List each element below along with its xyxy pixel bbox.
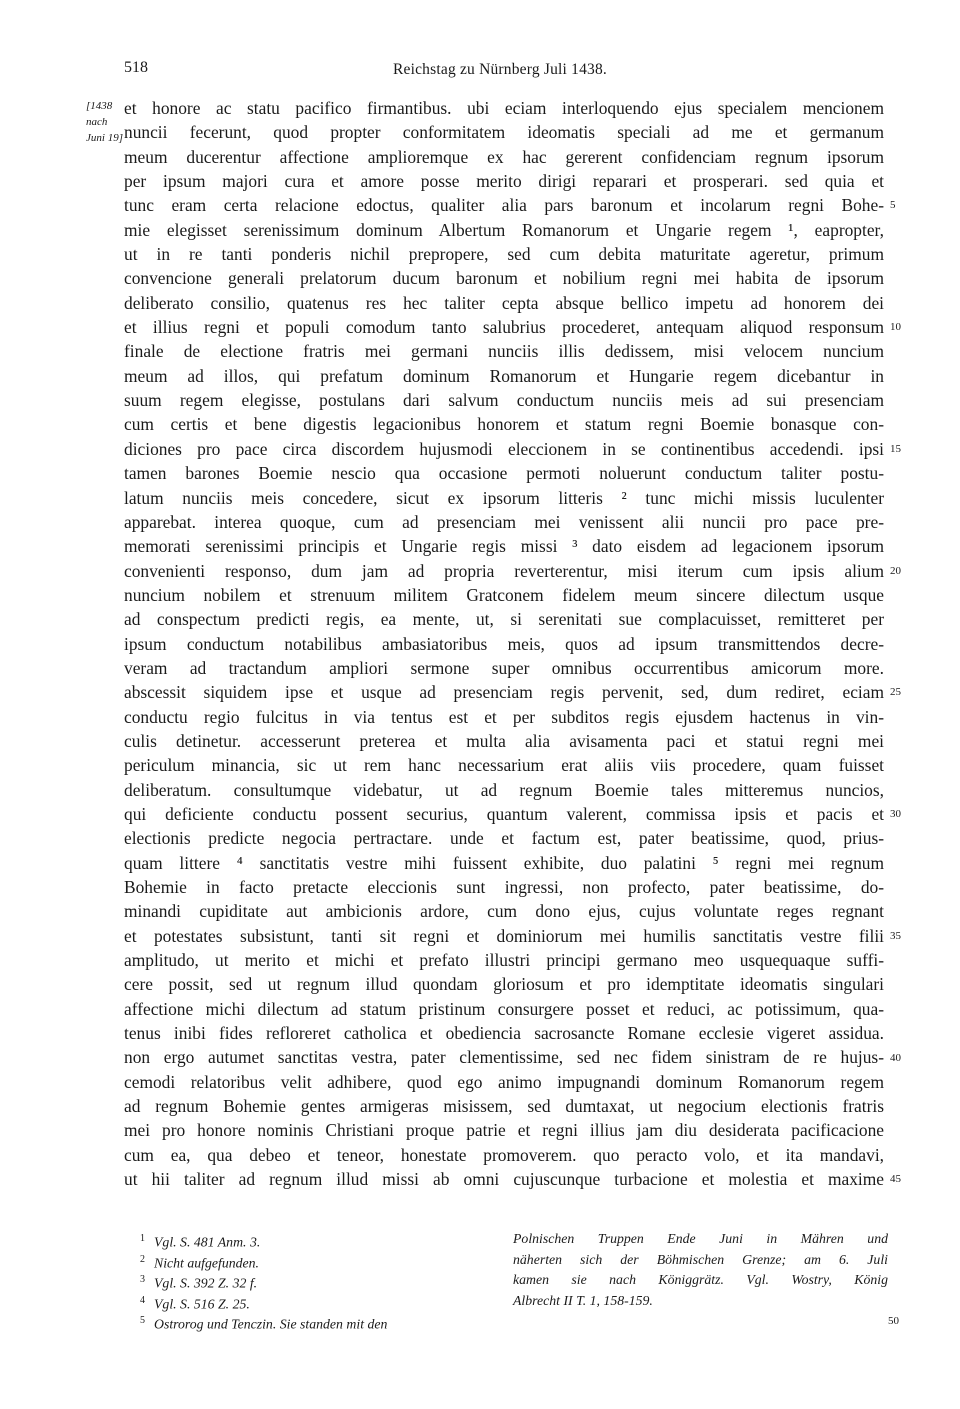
text-line: ut hii taliter ad regnum illud missi ab omni cujuscunque turbacione et molestia et maxime bbox=[124, 1169, 884, 1190]
text-line: ipsum conductum notabilibus ambasiatoribus meis, quos ad ipsum transmittendos decre- bbox=[124, 633, 884, 654]
line-number: 45 bbox=[890, 1173, 901, 1186]
text-line: deliberato consilio, quatenus res hec taliter cepta absque bellico impetu ad honorem dei bbox=[124, 292, 884, 313]
footnotes-right-column bbox=[513, 1229, 888, 1311]
footnote-marker: 3 bbox=[140, 1274, 145, 1285]
text-line: convenienti responso, dum jam ad propria reverterentur, misi iterum cum ipsis alium bbox=[124, 560, 884, 581]
text-line: latum nunciis meis concedere, sicut ex ipsorum litteris ² tunc michi missis luculenter bbox=[124, 487, 884, 508]
footnote-continuation-line: kamen sie nach Königgrätz. Vgl. Wostry, König bbox=[513, 1272, 888, 1287]
line-number: 10 bbox=[890, 321, 901, 334]
text-line: qui deficiente conductu possent securius, quantum valerent, commissa ipsis et pacis et bbox=[124, 803, 884, 824]
footnote-text: Ostrorog und Tenczin. Sie standen mit den bbox=[154, 1316, 388, 1332]
text-line: mie elegisset serenissimum dominum Albertum Romanorum et Ungarie regem ¹, eapropter, bbox=[124, 219, 884, 240]
margin-date-line: nach bbox=[86, 116, 108, 128]
text-line: quam littere ⁴ sanctitatis vestre mihi fuissent exhibite, duo palatini ⁵ regni mei regnum bbox=[124, 852, 884, 873]
text-line: culis detinetur. accesserunt preterea et multa alia avisamenta paci et statui regni mei bbox=[124, 730, 884, 751]
footnote-marker: 4 bbox=[140, 1294, 145, 1306]
line-number: 25 bbox=[890, 686, 901, 699]
text-line: cere possit, sed ut regnum illud quondam gloriosum et pro idemptitate ideomatis singulari bbox=[124, 974, 884, 995]
text-line: diciones pro pace circa discordem hujusmodi eleccionem in se continentibus accedendi. ipsi bbox=[124, 438, 884, 459]
text-line: convencione generali prelatorum ducum baronum et nobilium regni mei habita de ipsorum bbox=[124, 268, 884, 289]
text-line: et potestates subsistunt, tanti sit regni et dominiorum mei humilis sanctitatis vestre filii bbox=[124, 925, 884, 946]
text-line: memorati serenissimi principis et Ungarie regis missi ³ dato eisdem ad legacionem ipsorum bbox=[124, 536, 884, 557]
footnote bbox=[140, 1311, 500, 1332]
text-line: tunc eram certa relacione edoctus, qualiter alia pars baronum et incolarum regni Bohe- bbox=[124, 195, 884, 216]
text-line: tamen barones Boemie nescio qua occasione permoti noluerunt conductum taliter postu- bbox=[124, 463, 884, 484]
footnote-continuation-line: Polnischen Truppen Ende Juni in Mähren und bbox=[513, 1231, 888, 1246]
main-text bbox=[124, 96, 884, 1191]
text-line: per ipsum majori cura et amore posse merito dirigi reparari et prosperari. sed quia et bbox=[124, 171, 884, 192]
text-line: veram ad tractandum ampliori sermone super omnibus occurrentibus amicorum more. bbox=[124, 657, 884, 678]
text-line: Bohemie in facto pretacte eleccionis sunt ingressi, non profecto, pater beatissime, do- bbox=[124, 877, 884, 897]
text-line: tenus inibi fides refloreret catholica et obediencia sacrosancte Romane ecclesie vigeret assidua. bbox=[124, 1023, 884, 1044]
text-line: abscessit siquidem ipse et usque ad presenciam regis pervenit, sed, dum rediret, eciam bbox=[124, 682, 884, 703]
footnotes-left-column bbox=[140, 1229, 500, 1332]
line-number: 35 bbox=[890, 929, 901, 942]
text-line: et illius regni et populi comodum tanto salubrius procederet, antequam aliquod responsum bbox=[124, 317, 884, 338]
text-line: mei pro honore nominis Christiani proque patrie et regni illius jam diu desiderata pacificacione bbox=[124, 1120, 884, 1141]
footnote-text: Nicht aufgefunden. bbox=[154, 1255, 259, 1271]
footnote-text: Vgl. S. 392 Z. 32 f. bbox=[154, 1275, 258, 1291]
text-line: apparebat. interea quoque, cum ad presenciam mei venissent alii nuncii pro pace pre- bbox=[124, 511, 884, 532]
text-line: meum ducerentur affectione amplioremque ex hac gererent confidenciam regnum ipsorum bbox=[124, 146, 884, 167]
line-number: 20 bbox=[890, 564, 901, 577]
text-line: meum ad illos, qui prefatum dominum Romanorum et Hungarie regem dicebantur in bbox=[124, 365, 884, 386]
running-head: Reichstag zu Nürnberg Juli 1438. bbox=[392, 61, 608, 78]
footnote bbox=[140, 1250, 500, 1271]
line-number: 5 bbox=[890, 199, 896, 212]
text-line: nuncii fecerunt, quod propter conformitatem ideomatis speciali ad me et germanum bbox=[124, 122, 884, 143]
text-line: finale de electione fratris mei germani nunciis illis dedissem, misi velocem nuncium bbox=[124, 341, 884, 362]
margin-date-line: [1438 bbox=[86, 100, 113, 112]
text-line: cemodi relatoribus velit adhibere, quod ego animo impugnandi dominum Romanorum regem bbox=[124, 1071, 884, 1092]
text-line: ad conspectum predicti regis, ea mente, ut, si serenitati sue complacuisset, remitteret per bbox=[124, 609, 884, 630]
text-line: affectione michi dilectum ad statum pristinum consurgere posset et reduci, ac potissimum, qua- bbox=[124, 998, 884, 1019]
text-line: cum certis et bene digestis legacionibus honorem et statum regni Boemie bonasque con- bbox=[124, 414, 884, 435]
text-line: non ergo autumet sanctitas vestra, pater clementissime, sed nec fidem sinistram de re hujus- bbox=[124, 1047, 884, 1068]
footnote-marker: 2 bbox=[140, 1253, 145, 1265]
footnote bbox=[140, 1291, 500, 1312]
text-line: deliberatum. consultumque videbatur, ut ad regnum Boemie tales mitteremus nuncios, bbox=[124, 779, 884, 800]
margin-date-note bbox=[86, 98, 126, 146]
page-number: 518 bbox=[124, 59, 148, 76]
text-line: ad regnum Bohemie gentes armigeras misissem, sed dumtaxat, ut negocium electionis fratris bbox=[124, 1096, 884, 1117]
line-number: 40 bbox=[890, 1051, 901, 1064]
footnote-marker: 1 bbox=[140, 1233, 145, 1244]
footnote-continuation-line: Albrecht II T. 1, 158-159. bbox=[513, 1292, 653, 1308]
text-line: periculum minancia, sic ut rem hanc necessarium erat aliis viis procedere, quam fuisset bbox=[124, 755, 884, 776]
footnote bbox=[140, 1270, 500, 1291]
margin-date-line: Juni 19] bbox=[86, 132, 123, 144]
footnote bbox=[140, 1229, 500, 1250]
text-line: ut in re tanti ponderis nichil prepropere, sed cum debita maturitate ageretur, primum bbox=[124, 244, 884, 265]
text-line: et honore ac statu pacifico firmantibus. ubi eciam interloquendo ejus specialem mencionem bbox=[124, 98, 884, 118]
footnote-marker: 5 bbox=[140, 1315, 145, 1326]
text-line: conductu regio fulcitus in via tentus est et per subditos regis ejusdem hactenus in vin- bbox=[124, 706, 884, 727]
text-line: suum regem elegisse, postulans dari salvum conductum nunciis meis ad sui presenciam bbox=[124, 390, 884, 411]
footnote-text: Vgl. S. 516 Z. 25. bbox=[154, 1296, 250, 1312]
text-line: cum ea, qua debeo et teneor, honestate promoverem. quo peracto volo, et ita mandavi, bbox=[124, 1144, 884, 1165]
text-line: minandi cupiditate aut ambicionis ardore, cum dono ejus, cujus voluntate reges regnant bbox=[124, 901, 884, 922]
footnote-line-number: 50 bbox=[888, 1315, 899, 1327]
line-number: 15 bbox=[890, 442, 901, 455]
footnote-text: Vgl. S. 481 Anm. 3. bbox=[154, 1234, 261, 1250]
text-line: amplitudo, ut merito et michi et prefato illustri principi germano meo usquequaque suffi- bbox=[124, 950, 884, 971]
line-number: 30 bbox=[890, 808, 901, 821]
text-line: electionis predicte negocia pertractare. unde et factum est, pater beatissime, quod, prius- bbox=[124, 828, 884, 849]
text-line: nuncium nobilem et strenuum militem Gratconem fidelem meum sincere dilectum usque bbox=[124, 584, 884, 605]
footnote-continuation-line: näherten sich der Böhmischen Grenze; am 6. Juli bbox=[513, 1251, 888, 1267]
